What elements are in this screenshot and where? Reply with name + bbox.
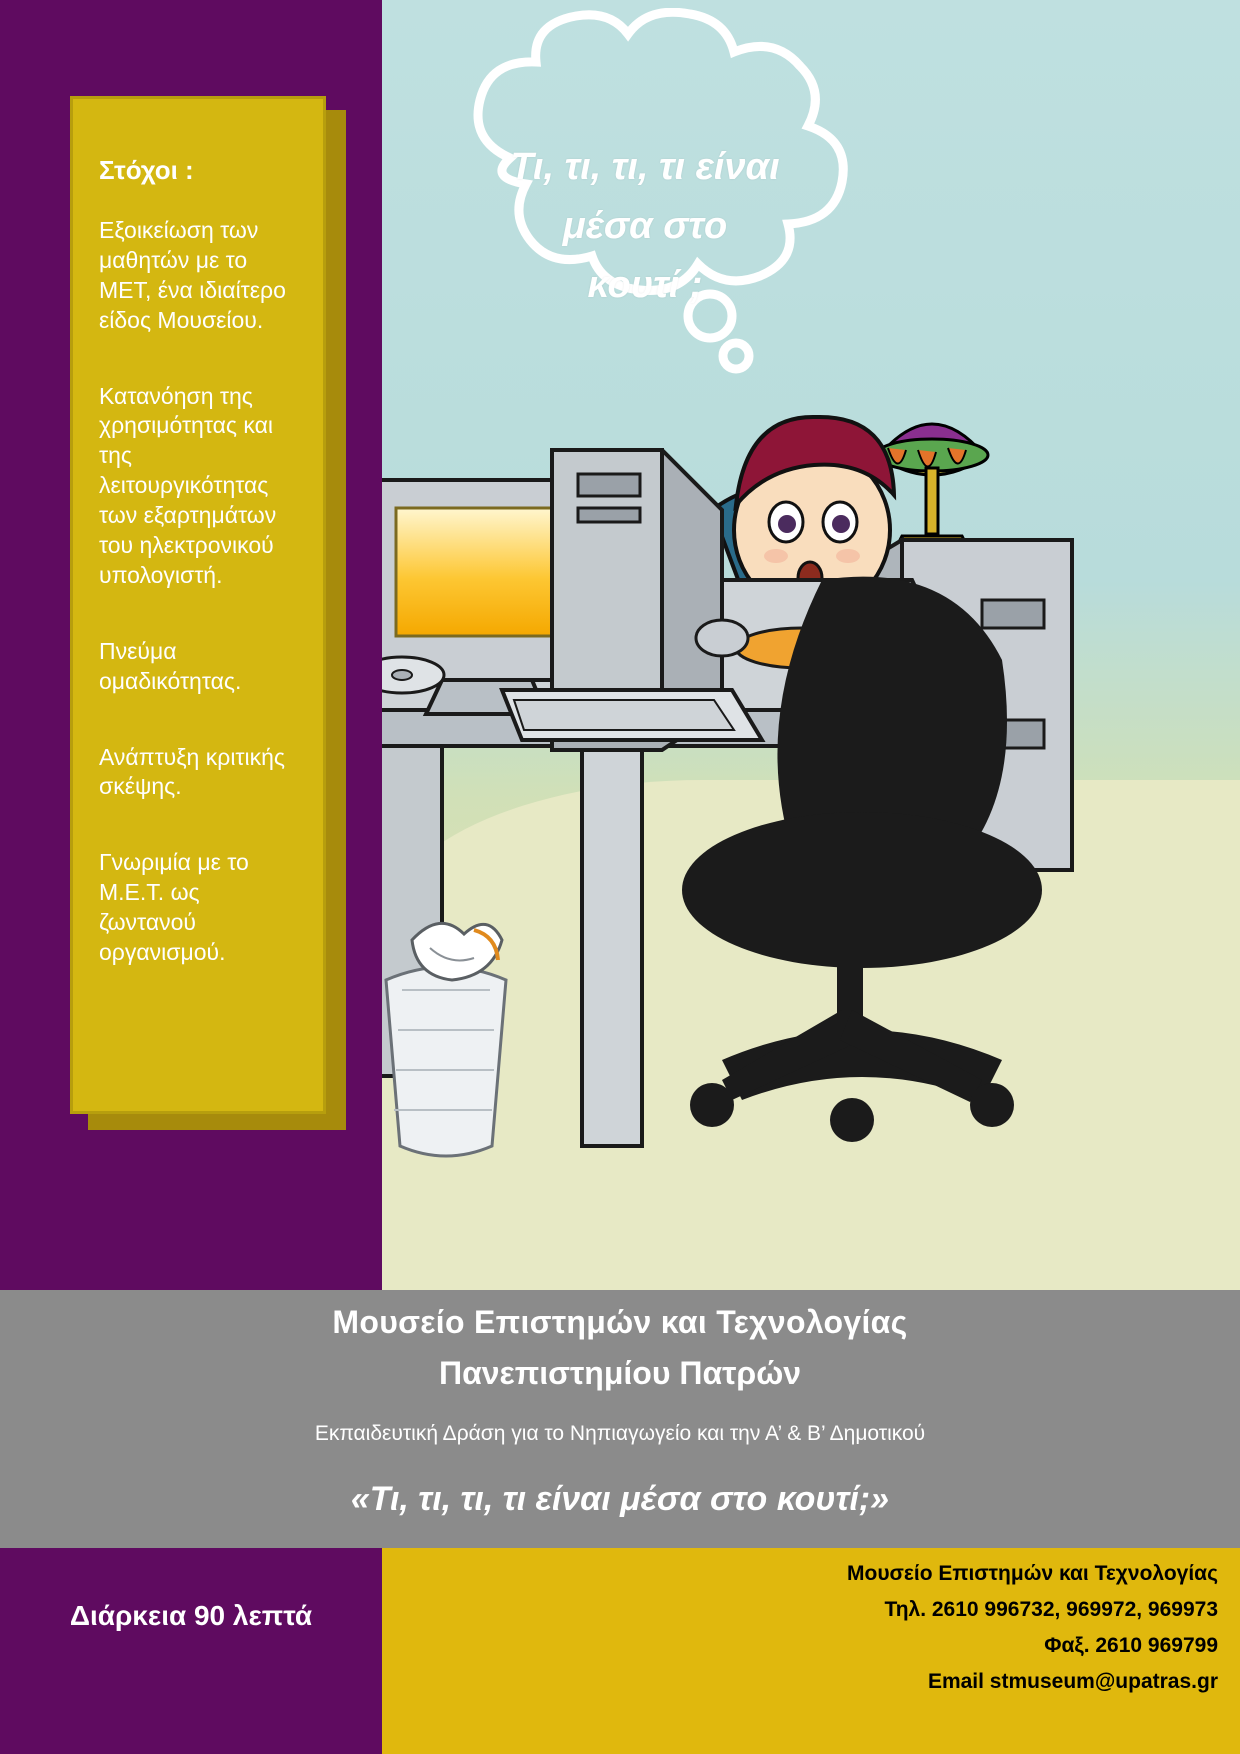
- bubble-line-1: Τι, τι, τι, τι είναι: [510, 146, 780, 188]
- thought-bubble: [410, 8, 880, 388]
- goals-title: Στόχοι :: [99, 155, 194, 185]
- contact-line[interactable]: Email stmuseum@upatras.gr: [927, 1670, 1218, 1694]
- banner-subtitle: Εκπαιδευτική Δράση για το Νηπιαγωγείο και την Α’ & Β’ Δημοτικού: [314, 1422, 926, 1445]
- museum-title-line-1: Μουσείο Επιστημών και Τεχνολογίας: [332, 1304, 908, 1340]
- goals-item: Εξοικείωση των μαθητών με το ΜΕΤ, ένα ιδιαίτερο είδος Μουσείου.: [99, 217, 286, 333]
- footer-purple-block: [0, 1548, 382, 1754]
- museum-title-line-2: Πανεπιστημίου Πατρών: [438, 1355, 802, 1391]
- goals-item: Γνωριμία με το Μ.Ε.Τ. ως ζωντανού οργανισμού.: [99, 849, 249, 966]
- activity-title-quote: «Τι, τι, τι, τι είναι μέσα στο κουτί;»: [350, 1480, 890, 1518]
- contact-line: Τηλ. 2610 996732, 969972, 969973: [884, 1598, 1218, 1622]
- museum-banner: [0, 1290, 1240, 1548]
- duration-label: Διάρκεια 90 λεπτά: [69, 1600, 313, 1631]
- poster-footer: [0, 1548, 1240, 1754]
- goals-item: Πνεύμα ομαδικότητας.: [99, 637, 242, 694]
- contact-line: Μουσείο Επιστημών και Τεχνολογίας: [847, 1562, 1218, 1585]
- bubble-line-3: κουτί ;: [587, 263, 703, 306]
- goals-item: Ανάπτυξη κριτικής σκέψης.: [99, 743, 285, 800]
- goals-item: Κατανόηση της χρησιμότητας και της λειτουργικότητας των εξαρτημάτων του ηλεκτρονικού υπολογιστή.: [99, 382, 277, 588]
- contact-line: Φαξ. 2610 969799: [1044, 1634, 1218, 1658]
- illustration-scene: [382, 0, 1240, 1290]
- goals-box: [70, 96, 326, 1114]
- contact-info: [847, 1556, 1218, 1700]
- thought-bubble-text: [410, 138, 880, 315]
- keyboard: [502, 690, 762, 740]
- cd-disc: [382, 657, 444, 693]
- bubble-line-2: μέσα στο: [562, 204, 728, 247]
